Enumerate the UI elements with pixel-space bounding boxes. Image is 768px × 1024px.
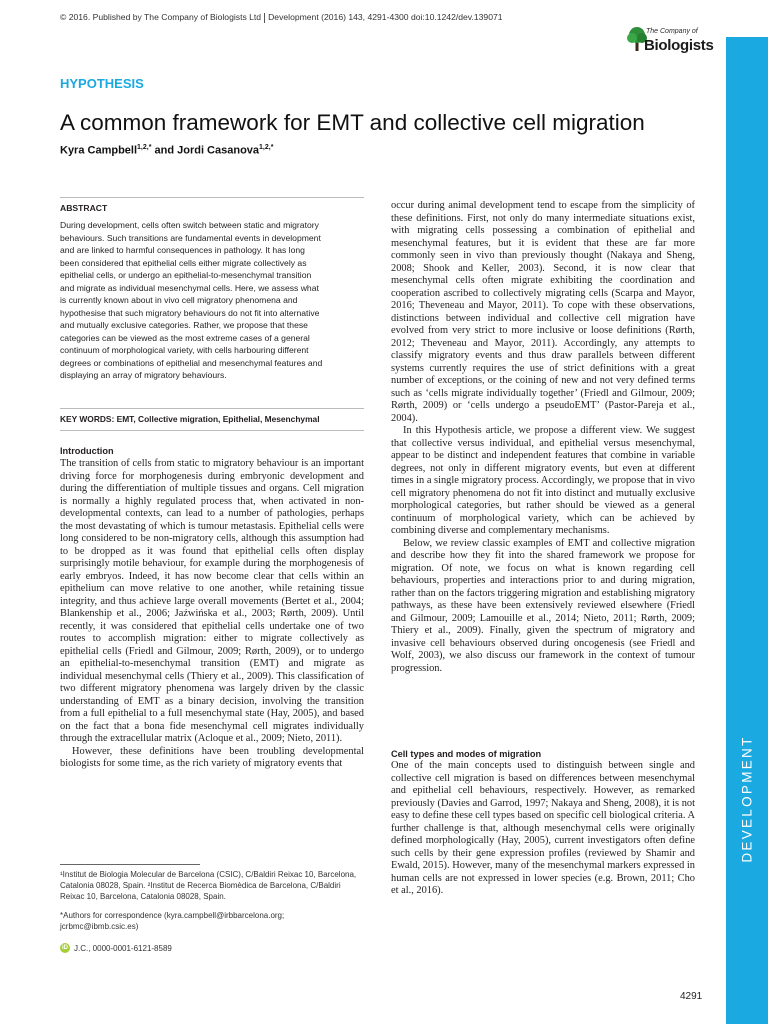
abstract-text xyxy=(60,219,364,382)
article-title: A common framework for EMT and collective cell migration xyxy=(60,110,645,135)
article-type: HYPOTHESIS xyxy=(60,76,144,91)
body-paragraph: However, these definitions have been troubling developmental biologists for some time, as the rich variety of migratory events that xyxy=(60,745,364,769)
author-list xyxy=(60,144,273,157)
cell-types-body xyxy=(391,760,695,898)
sidebar-journal-label: DEVELOPMENT xyxy=(739,735,755,863)
abstract-line: categories can be viewed as the most extreme cases of a general xyxy=(60,332,310,343)
page-number: 4291 xyxy=(680,991,703,1002)
abstract-line: been considered that epithelial cells either migrate collectively as xyxy=(60,257,307,268)
abstract-heading: ABSTRACT xyxy=(60,203,108,213)
body-paragraph: In this Hypothesis article, we propose a different view. We suggest that collective versus individual, and epithelial versus mesenchymal, appear to be distinct and independent features that combine in variable degrees, not only in different migratory events, but even at different times in a single migratory process. Accordingly, we propose that in vivo cell migratory phenomena do not fit into distinct and mutually exclusive morphological categories, but rather should be viewed as a general continuum of morphological variety, which can be achieved by combining diverse and complementary mechanisms. xyxy=(391,425,695,536)
keywords-rule xyxy=(60,408,364,409)
keywords-line: KEY WORDS: EMT, Collective migration, Epithelial, Mesenchymal xyxy=(60,414,320,424)
abstract-line: degrees or combinations of epithelial and mesenchymal features and xyxy=(60,357,323,368)
abstract-line: and migrate as individual mesenchymal cells. Here, we assess what xyxy=(60,282,319,293)
footnotes xyxy=(60,869,364,932)
abstract-line: behaviours. Such transitions are fundamental events in development xyxy=(60,232,321,243)
author-name: Jordi Casanova xyxy=(177,144,260,157)
copyright-text: © 2016. Published by The Company of Biologists Ltd xyxy=(60,12,262,22)
introduction-body xyxy=(60,458,364,771)
abstract-line: is currently known about in vivo cell migratory phenomena and xyxy=(60,295,298,305)
abstract-line: hypothesise that such migratory behaviours do not fit into alternative xyxy=(60,307,320,318)
abstract-line: epithelial cells, or undergo an epithelial-to-mesenchymal transition xyxy=(60,270,312,280)
abstract-line: During development, cells often switch between static and migratory xyxy=(60,220,319,230)
introduction-heading: Introduction xyxy=(60,446,114,456)
journal-header xyxy=(60,12,503,23)
right-column-body xyxy=(391,200,695,675)
abstract-line: continuum of morphological variety, with cells harbouring different xyxy=(60,345,309,355)
abstract-line: displaying an array of migratory behaviours. xyxy=(60,370,227,380)
abstract-line: and are linked to harmful consequences in pathology. It has long xyxy=(60,245,305,255)
body-paragraph: Below, we review classic examples of EMT and collective migration and describe how they fit into the shared framework we propose for migration. Of note, we focus on what is known regarding cell behaviours, properties and interactions prior to and during migration, rather than on the factors triggering migration and establishing migratory pathways, as these have been extensively reviewed elsewhere (Friedl and Gilmour, 2009; Lamouille et al., 2014; Nieto, 2011; Rørth, 2009; Thiery et al., 2009). Finally, given the spectrum of migratory and invasive cell behaviours observed during oncogenesis (see Friedl and Wolf, 2003), we also discuss our framework in the context of tumour progression. xyxy=(391,537,695,674)
citation-text: Development (2016) 143, 4291-4300 doi:10.1242/dev.139071 xyxy=(268,12,503,22)
abstract-line: and mutually exclusive categories. Rather, we propose that these xyxy=(60,320,308,330)
publisher-logo xyxy=(626,20,714,60)
orcid-row[interactable] xyxy=(60,943,172,953)
logo-big-text: Biologists xyxy=(644,37,714,54)
affiliation-note: ¹Institut de Biologia Molecular de Barcelona (CSIC), C/Baldiri Reixac 10, Barcelona, Catalonia 08028, Spain. ²Institut de Recerca Biomèdica de Barcelona, C/Baldiri Reixac 10, Barcelona, Catalonia 08028, Spain. xyxy=(60,870,357,902)
orcid-link[interactable]: J.C., 0000-0001-6121-8589 xyxy=(74,943,172,953)
correspondence-note: *Authors for correspondence (kyra.campbell@irbbarcelona.org; jcrbmc@ibmb.csic.es) xyxy=(60,910,285,931)
section-heading: Cell types and modes of migration xyxy=(391,749,542,759)
author-conjunction: and xyxy=(151,144,178,157)
body-paragraph: The transition of cells from static to migratory behaviour is an important driving force for morphogenesis during embryonic development and during the differentiation of multiple tissues and organs. Cell migration is normally a highly regulated process that, when activated in non-developmental contexts, can lead to a number of pathologies, perhaps the most devastating of which is tumour metastasis. Epithelial cells were long considered to be non-migratory cells, although this assumption had to be dropped as it was found that epithelial cells often display surprisingly motile behaviour, for example during the morphogenesis of early embryos. Indeed, it has now become clear that cells within an epithelium can move relative to one another, while retaining tissue integrity, and thus achieve large overall movements (Bertet et al., 2004; Blankenship et al., 2006; Jaźwińska et al., 2003; Rørth, 2009). Until recently, it was considered that epithelial cells undertake one of two routes to accomplish migration: either to migrate collectively as epithelial cells (Friedl and Gilmour, 2009; Rørth, 2009), or to undergo an epithelial-to-mesenchymal transition (EMT) and migrate as individual mesenchymal cells (Thiery et al., 2009). This classification of two different migratory phenomena was largely driven by the classic understanding of EMT as a binary decision, involving the transition from a full epithelial to a full mesenchymal state (Hay, 2005), and based on the fact that a bona fide mesenchymal cell migrates individually through the extracellular matrix (Acloque et al., 2009; Nieto, 2011). xyxy=(60,458,364,744)
abstract-top-rule xyxy=(60,197,364,198)
orcid-icon: iD xyxy=(62,945,68,951)
logo-small-text: The Company of xyxy=(646,28,698,35)
author-name: Kyra Campbell xyxy=(60,144,138,157)
keywords-bottom-rule xyxy=(60,430,364,431)
journal-sidebar xyxy=(726,37,768,1024)
footnote-rule xyxy=(60,864,200,865)
body-paragraph: One of the main concepts used to distinguish between single and collective cell migration is based on differences between mesenchymal and epithelial cell behaviours, respectively. However, as remarked previously (Davies and Garrod, 1997; Nakaya and Sheng, 2008), it is not easy to define these cell types based on specific cell biological criteria. A further challenge is that, although mesenchymal cells were originally defined morphologically (Hay, 2005), current investigators often define such cells by their gene expression profiles (reviewed by Shamir and Ewald, 2015). However, many of the mesenchymal markers expressed in human cells are not expressed in lower species (e.g. Brown, 2011; Cho et al., 2016). xyxy=(391,760,695,896)
author-affiliation-mark: 1,2,* xyxy=(137,144,152,151)
body-paragraph: occur during animal development tend to escape from the simplicity of these definitions. First, not only do many intermediate situations exist, with migrating cells possessing a combination of epithelial and mesenchymal features, but it is evident that these are far more commonly seen in vivo than previously thought (Nakaya and Sheng, 2008; Shook and Keller, 2003). Second, it is now clear that mesenchymal cells often migrate exhibiting the coordination and cooperation ascribed to collectively migrating cells (Scarpa and Mayor, 2016; Theveneau and Mayor, 2011). To cope with these observations, distinctions between individual and collective cell migration have evolved from very strict to more inclusive or loose definitions (Rørth, 2012; Theveneau and Mayor, 2011). Accordingly, any attempts to classify migratory events and thus draw parallels between different systems currently requires the use of strict definitions with a great number of exceptions, or the coining of new and not very defined terms such as ‘cells migrate individually together’ (Friedl and Gilmour, 2009; Rørth, 2009) or ‘cells undergo a pseudoEMT’ (Pastor-Pareja et al., 2004). xyxy=(391,200,695,424)
author-affiliation-mark: 1,2,* xyxy=(259,144,274,151)
header-divider xyxy=(264,13,265,23)
